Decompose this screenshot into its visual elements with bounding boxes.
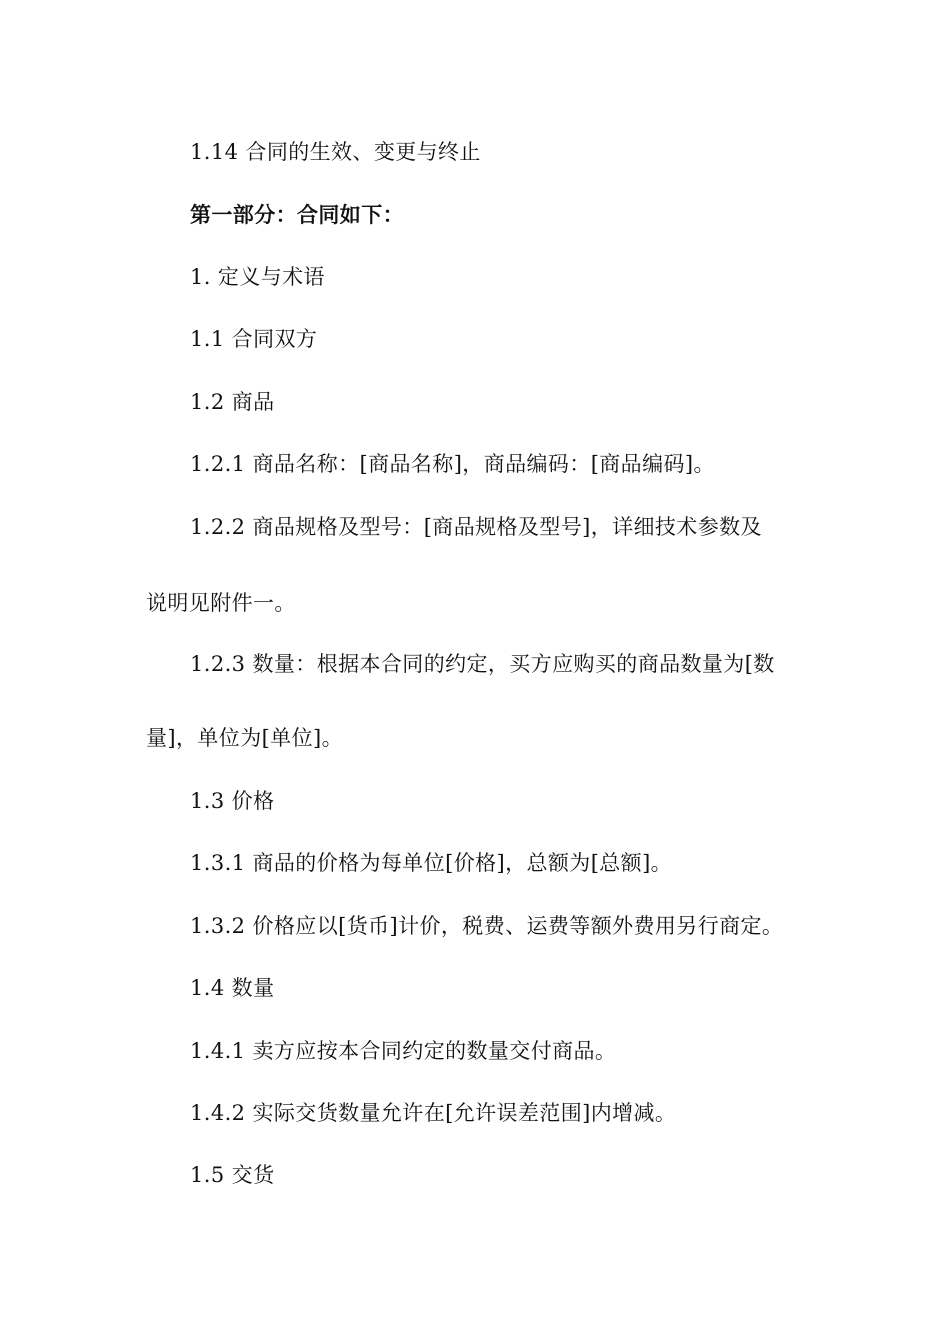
section-heading-1-4: 1.4 数量 — [190, 976, 275, 1000]
clause-1-2-3-continuation: 量]，单位为[单位]。 — [146, 726, 343, 750]
clause-1-4-1: 1.4.1 卖方应按本合同约定的数量交付商品。 — [190, 1039, 617, 1063]
clause-1-3-2: 1.3.2 价格应以[货币]计价，税费、运费等额外费用另行商定。 — [190, 914, 784, 938]
section-heading-1-3: 1.3 价格 — [190, 789, 275, 813]
clause-1-2-3: 1.2.3 数量：根据本合同的约定，买方应购买的商品数量为[数 — [190, 652, 775, 676]
clause-1-2-2-continuation: 说明见附件一。 — [146, 591, 296, 615]
clause-1-3-1: 1.3.1 商品的价格为每单位[价格]，总额为[总额]。 — [190, 851, 673, 875]
part-one-heading: 第一部分：合同如下： — [190, 203, 404, 227]
section-heading-1-1: 1.1 合同双方 — [190, 327, 318, 351]
clause-1-2-2: 1.2.2 商品规格及型号：[商品规格及型号]，详细技术参数及 — [190, 515, 762, 539]
section-heading-1-2: 1.2 商品 — [190, 390, 275, 414]
clause-1-4-2: 1.4.2 实际交货数量允许在[允许误差范围]内增减。 — [190, 1101, 677, 1125]
clause-1-2-1: 1.2.1 商品名称：[商品名称]，商品编码：[商品编码]。 — [190, 452, 715, 476]
section-heading-1: 1. 定义与术语 — [190, 265, 325, 289]
section-heading-1-14: 1.14 合同的生效、变更与终止 — [190, 140, 481, 164]
section-heading-1-5: 1.5 交货 — [190, 1163, 275, 1187]
